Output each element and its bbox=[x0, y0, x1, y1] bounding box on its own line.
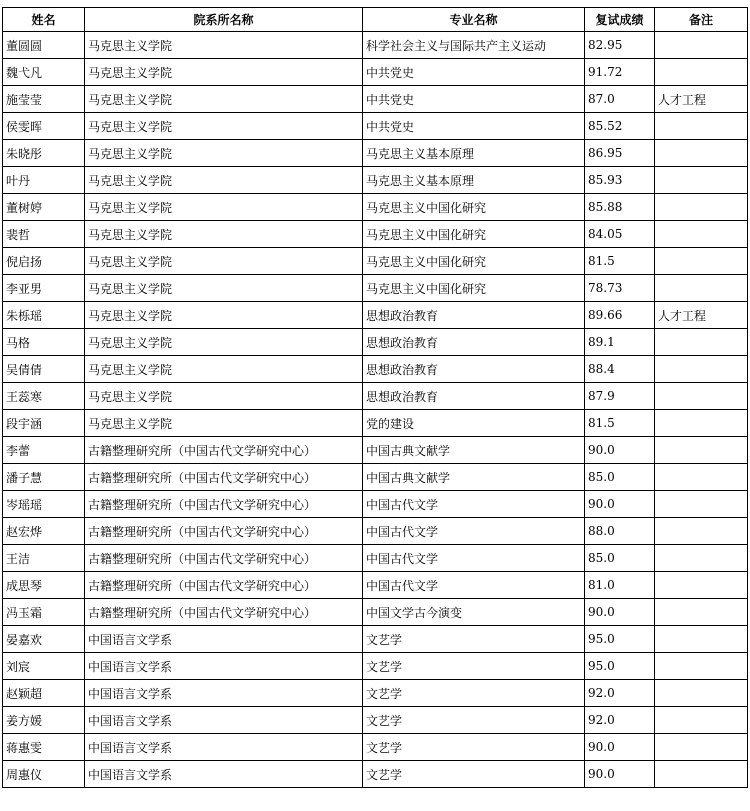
table-row bbox=[3, 572, 748, 599]
cell-score: 82.95 bbox=[585, 32, 655, 59]
table-row bbox=[3, 545, 748, 572]
cell-name: 董树婷 bbox=[3, 194, 85, 221]
cell-note bbox=[655, 59, 748, 86]
header-score: 复试成绩 bbox=[585, 8, 655, 32]
cell-note bbox=[655, 113, 748, 140]
cell-score: 85.0 bbox=[585, 545, 655, 572]
cell-score: 89.66 bbox=[585, 302, 655, 329]
cell-department: 中国语言文学系 bbox=[85, 680, 363, 707]
cell-score: 85.88 bbox=[585, 194, 655, 221]
cell-department: 马克思主义学院 bbox=[85, 59, 363, 86]
cell-score: 95.0 bbox=[585, 626, 655, 653]
cell-note bbox=[655, 491, 748, 518]
cell-name: 倪启扬 bbox=[3, 248, 85, 275]
cell-name: 赵颖超 bbox=[3, 680, 85, 707]
table-row bbox=[3, 275, 748, 302]
cell-name: 王蕊寒 bbox=[3, 383, 85, 410]
table-row bbox=[3, 194, 748, 221]
cell-major: 马克思主义中国化研究 bbox=[363, 221, 585, 248]
cell-note bbox=[655, 626, 748, 653]
cell-score: 85.0 bbox=[585, 464, 655, 491]
cell-department: 马克思主义学院 bbox=[85, 329, 363, 356]
cell-department: 马克思主义学院 bbox=[85, 113, 363, 140]
header-note: 备注 bbox=[655, 8, 748, 32]
table-row bbox=[3, 491, 748, 518]
cell-score: 81.5 bbox=[585, 410, 655, 437]
cell-major: 文艺学 bbox=[363, 680, 585, 707]
cell-score: 90.0 bbox=[585, 437, 655, 464]
cell-score: 84.05 bbox=[585, 221, 655, 248]
cell-score: 87.9 bbox=[585, 383, 655, 410]
cell-major: 中国古典文献学 bbox=[363, 464, 585, 491]
table-row bbox=[3, 626, 748, 653]
cell-major: 党的建设 bbox=[363, 410, 585, 437]
table-row bbox=[3, 761, 748, 788]
cell-major: 思想政治教育 bbox=[363, 329, 585, 356]
cell-score: 81.5 bbox=[585, 248, 655, 275]
table-row bbox=[3, 32, 748, 59]
cell-note bbox=[655, 518, 748, 545]
cell-score: 92.0 bbox=[585, 707, 655, 734]
cell-score: 90.0 bbox=[585, 491, 655, 518]
cell-note bbox=[655, 653, 748, 680]
cell-note bbox=[655, 464, 748, 491]
cell-note bbox=[655, 275, 748, 302]
cell-note bbox=[655, 32, 748, 59]
cell-major: 马克思主义基本原理 bbox=[363, 140, 585, 167]
cell-major: 文艺学 bbox=[363, 761, 585, 788]
cell-note: 人才工程 bbox=[655, 302, 748, 329]
cell-name: 蒋惠雯 bbox=[3, 734, 85, 761]
cell-score: 87.0 bbox=[585, 86, 655, 113]
cell-name: 施莹莹 bbox=[3, 86, 85, 113]
table-row bbox=[3, 680, 748, 707]
cell-note bbox=[655, 545, 748, 572]
cell-major: 中国文学古今演变 bbox=[363, 599, 585, 626]
cell-department: 古籍整理研究所（中国古代文学研究中心） bbox=[85, 491, 363, 518]
cell-score: 90.0 bbox=[585, 761, 655, 788]
table-row bbox=[3, 329, 748, 356]
table-row bbox=[3, 86, 748, 113]
cell-name: 侯雯晖 bbox=[3, 113, 85, 140]
cell-score: 86.95 bbox=[585, 140, 655, 167]
cell-note bbox=[655, 383, 748, 410]
table-row bbox=[3, 653, 748, 680]
cell-major: 马克思主义中国化研究 bbox=[363, 275, 585, 302]
cell-department: 马克思主义学院 bbox=[85, 383, 363, 410]
cell-name: 王洁 bbox=[3, 545, 85, 572]
cell-department: 马克思主义学院 bbox=[85, 167, 363, 194]
cell-department: 马克思主义学院 bbox=[85, 248, 363, 275]
header-department: 院系所名称 bbox=[85, 8, 363, 32]
cell-name: 朱栎瑶 bbox=[3, 302, 85, 329]
cell-score: 88.4 bbox=[585, 356, 655, 383]
cell-name: 吴倩倩 bbox=[3, 356, 85, 383]
cell-major: 思想政治教育 bbox=[363, 302, 585, 329]
cell-note bbox=[655, 707, 748, 734]
cell-major: 文艺学 bbox=[363, 626, 585, 653]
cell-name: 李亚男 bbox=[3, 275, 85, 302]
cell-department: 马克思主义学院 bbox=[85, 32, 363, 59]
cell-major: 马克思主义中国化研究 bbox=[363, 194, 585, 221]
header-major: 专业名称 bbox=[363, 8, 585, 32]
cell-major: 马克思主义中国化研究 bbox=[363, 248, 585, 275]
table-row bbox=[3, 599, 748, 626]
cell-major: 思想政治教育 bbox=[363, 356, 585, 383]
cell-department: 中国语言文学系 bbox=[85, 707, 363, 734]
header-name: 姓名 bbox=[3, 8, 85, 32]
cell-note bbox=[655, 572, 748, 599]
cell-name: 冯玉霜 bbox=[3, 599, 85, 626]
cell-note bbox=[655, 140, 748, 167]
cell-major: 科学社会主义与国际共产主义运动 bbox=[363, 32, 585, 59]
cell-major: 思想政治教育 bbox=[363, 383, 585, 410]
cell-name: 朱晓彤 bbox=[3, 140, 85, 167]
cell-score: 81.0 bbox=[585, 572, 655, 599]
cell-name: 潘子慧 bbox=[3, 464, 85, 491]
cell-department: 马克思主义学院 bbox=[85, 140, 363, 167]
cell-major: 文艺学 bbox=[363, 707, 585, 734]
cell-major: 中共党史 bbox=[363, 113, 585, 140]
cell-department: 中国语言文学系 bbox=[85, 734, 363, 761]
cell-name: 赵宏烨 bbox=[3, 518, 85, 545]
cell-name: 晏嘉欢 bbox=[3, 626, 85, 653]
cell-department: 古籍整理研究所（中国古代文学研究中心） bbox=[85, 599, 363, 626]
cell-note bbox=[655, 599, 748, 626]
admission-results-table bbox=[2, 7, 748, 788]
cell-department: 古籍整理研究所（中国古代文学研究中心） bbox=[85, 464, 363, 491]
table-row bbox=[3, 707, 748, 734]
cell-department: 中国语言文学系 bbox=[85, 626, 363, 653]
table-row bbox=[3, 410, 748, 437]
cell-note bbox=[655, 329, 748, 356]
cell-department: 马克思主义学院 bbox=[85, 410, 363, 437]
table-row bbox=[3, 113, 748, 140]
cell-score: 90.0 bbox=[585, 599, 655, 626]
table-row bbox=[3, 383, 748, 410]
cell-major: 中国古代文学 bbox=[363, 545, 585, 572]
cell-department: 马克思主义学院 bbox=[85, 194, 363, 221]
cell-note bbox=[655, 680, 748, 707]
cell-department: 古籍整理研究所（中国古代文学研究中心） bbox=[85, 518, 363, 545]
table-row bbox=[3, 167, 748, 194]
cell-name: 李蕾 bbox=[3, 437, 85, 464]
cell-major: 文艺学 bbox=[363, 734, 585, 761]
table-body bbox=[3, 32, 748, 788]
cell-department: 中国语言文学系 bbox=[85, 653, 363, 680]
cell-note bbox=[655, 437, 748, 464]
table-row bbox=[3, 734, 748, 761]
cell-department: 古籍整理研究所（中国古代文学研究中心） bbox=[85, 545, 363, 572]
cell-note bbox=[655, 761, 748, 788]
cell-department: 马克思主义学院 bbox=[85, 356, 363, 383]
cell-score: 85.52 bbox=[585, 113, 655, 140]
cell-note bbox=[655, 221, 748, 248]
table-row bbox=[3, 302, 748, 329]
cell-note bbox=[655, 356, 748, 383]
table-row bbox=[3, 437, 748, 464]
cell-department: 中国语言文学系 bbox=[85, 761, 363, 788]
cell-major: 中国古代文学 bbox=[363, 491, 585, 518]
cell-score: 85.93 bbox=[585, 167, 655, 194]
cell-department: 马克思主义学院 bbox=[85, 221, 363, 248]
cell-name: 段宇涵 bbox=[3, 410, 85, 437]
cell-department: 古籍整理研究所（中国古代文学研究中心） bbox=[85, 437, 363, 464]
header-row bbox=[3, 8, 748, 32]
cell-score: 88.0 bbox=[585, 518, 655, 545]
cell-note: 人才工程 bbox=[655, 86, 748, 113]
cell-note bbox=[655, 167, 748, 194]
cell-name: 董圆圆 bbox=[3, 32, 85, 59]
cell-name: 马格 bbox=[3, 329, 85, 356]
cell-score: 78.73 bbox=[585, 275, 655, 302]
cell-major: 中共党史 bbox=[363, 59, 585, 86]
cell-major: 中共党史 bbox=[363, 86, 585, 113]
table-row bbox=[3, 140, 748, 167]
cell-major: 马克思主义基本原理 bbox=[363, 167, 585, 194]
cell-score: 90.0 bbox=[585, 734, 655, 761]
cell-major: 文艺学 bbox=[363, 653, 585, 680]
cell-department: 马克思主义学院 bbox=[85, 275, 363, 302]
cell-name: 叶丹 bbox=[3, 167, 85, 194]
cell-note bbox=[655, 194, 748, 221]
cell-name: 岑瑶瑶 bbox=[3, 491, 85, 518]
cell-score: 91.72 bbox=[585, 59, 655, 86]
table-row bbox=[3, 464, 748, 491]
cell-major: 中国古典文献学 bbox=[363, 437, 585, 464]
cell-department: 马克思主义学院 bbox=[85, 302, 363, 329]
cell-name: 周惠仪 bbox=[3, 761, 85, 788]
cell-department: 古籍整理研究所（中国古代文学研究中心） bbox=[85, 572, 363, 599]
cell-name: 魏弋凡 bbox=[3, 59, 85, 86]
cell-name: 成思琴 bbox=[3, 572, 85, 599]
cell-major: 中国古代文学 bbox=[363, 572, 585, 599]
cell-score: 89.1 bbox=[585, 329, 655, 356]
cell-note bbox=[655, 734, 748, 761]
cell-name: 裴哲 bbox=[3, 221, 85, 248]
cell-major: 中国古代文学 bbox=[363, 518, 585, 545]
table-row bbox=[3, 356, 748, 383]
cell-score: 92.0 bbox=[585, 680, 655, 707]
cell-name: 姜方媛 bbox=[3, 707, 85, 734]
table-row bbox=[3, 248, 748, 275]
cell-name: 刘宸 bbox=[3, 653, 85, 680]
cell-score: 95.0 bbox=[585, 653, 655, 680]
table-row bbox=[3, 59, 748, 86]
cell-note bbox=[655, 410, 748, 437]
table-row bbox=[3, 221, 748, 248]
cell-department: 马克思主义学院 bbox=[85, 86, 363, 113]
table-row bbox=[3, 518, 748, 545]
cell-note bbox=[655, 248, 748, 275]
